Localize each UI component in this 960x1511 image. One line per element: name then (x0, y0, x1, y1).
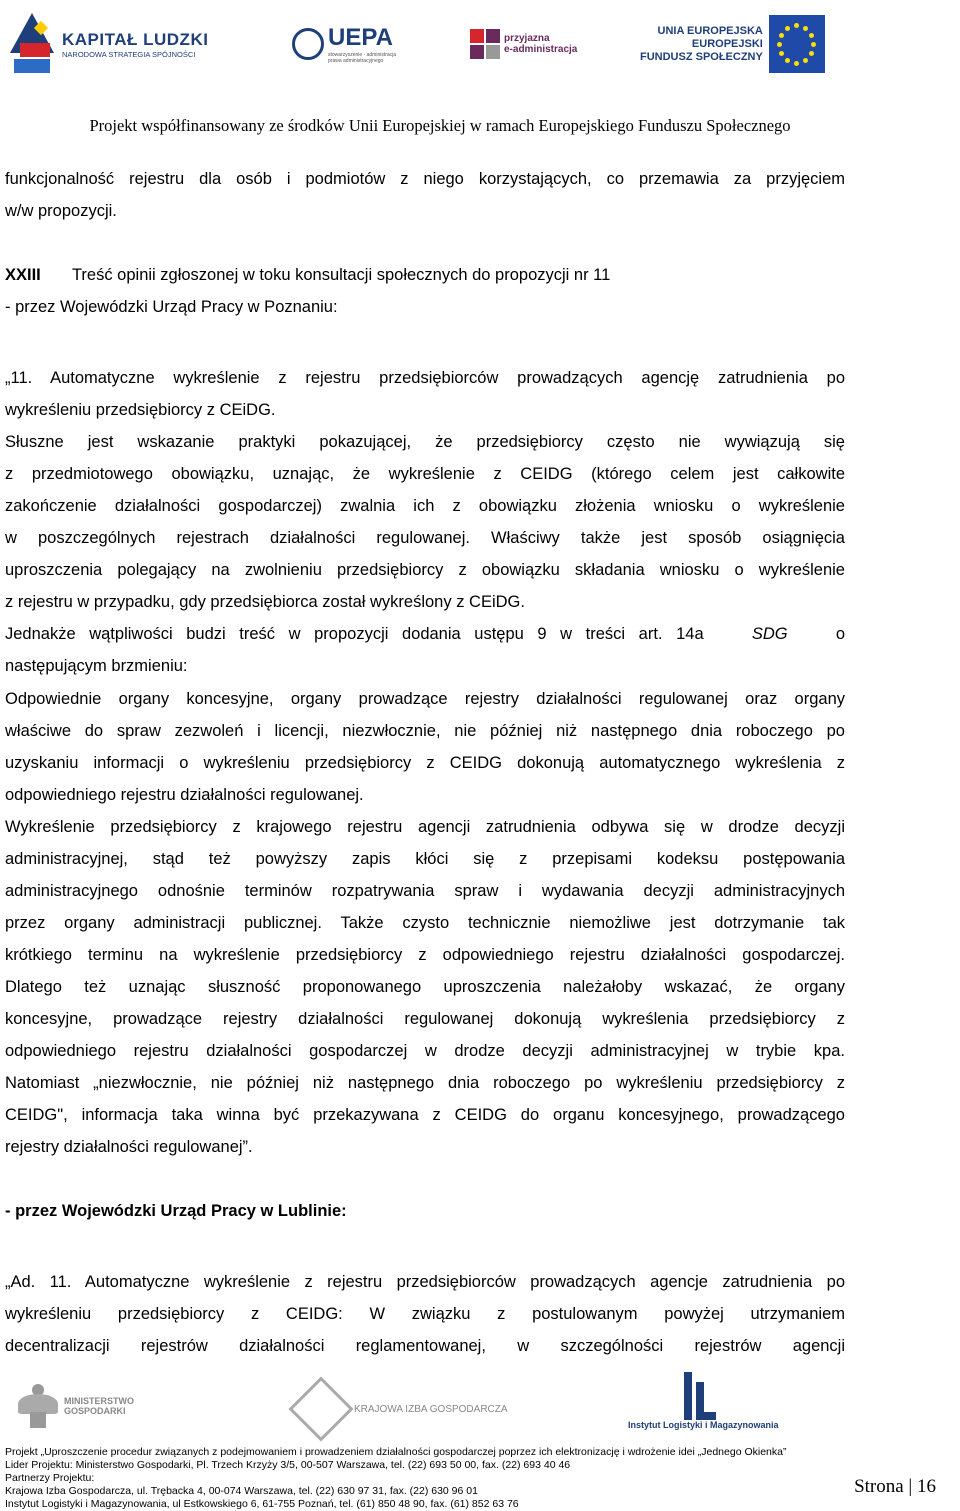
lublin-line-2: wykreśleniu przedsiębiorcy z CEIDG: W związku z postulowanym powyżej utrzymaniem (5, 1305, 845, 1323)
para2-line-2: administracyjnej, stąd też powyższy zapis kłóci się z przepisami kodeksu postępowania (5, 850, 845, 868)
citation-line-1: Odpowiednie organy koncesyjne, organy prowadzące rejestry działalności regulowanej oraz organy (5, 690, 845, 708)
eagle-icon (18, 1384, 58, 1428)
para2-line-1: Wykreślenie przedsiębiorcy z krajowego rejestru agencji zatrudnienia odbywa się w drodze decyzji (5, 818, 845, 836)
body-line-2: w/w propozycji. (5, 202, 117, 220)
section-number: XXIII (5, 266, 41, 284)
para2-line-9: Natomiast „niezwłocznie, nie później niż następnego dnia roboczego po wykreśleniu przedsiębiorcy z (5, 1074, 845, 1092)
section-heading (5, 259, 845, 291)
logo-kig (298, 1386, 508, 1432)
footer-partner-ilim: Instytut Logistyki i Magazynowania, ul Estkowskiego 6, 61-755 Poznań, tel. (61) 850 48 90, fax. (61) 852 63 76 (5, 1498, 519, 1510)
citation-line-2: właściwe do spraw zezwoleń i licencji, niezwłocznie, nie później niż następnego dnia roboczego po (5, 722, 845, 740)
para2-line-7: koncesyjne, prowadzące rejestry działalności regulowanej dokonują wykreślenia przedsiębiorcy z (5, 1010, 845, 1028)
logo-kapital-ludzki (10, 8, 208, 80)
citation-line-4: odpowiedniego rejestru działalności regulowanej. (5, 786, 364, 804)
pea-line-1: przyjazna (504, 33, 550, 44)
kapital-ludzki-title: KAPITAŁ LUDZKI (62, 29, 209, 49)
para-line-5: uproszczenia polegający na zwolnieniu przedsiębiorcy z obowiązku składania wniosku o wykreślenie (5, 561, 845, 579)
para-line-7-end: o (835, 625, 845, 643)
ilim-emblem-icon (680, 1372, 716, 1420)
footer-leader: Lider Projektu: Ministerstwo Gospodarki, Pl. Trzech Krzyży 3/5, 00-507 Warszawa, tel. (22) 693 50 00, fax. (22) 693 40 46 (5, 1459, 571, 1471)
kapital-ludzki-emblem-icon (10, 13, 54, 75)
subheading-lublin: - przez Wojewódzki Urząd Pracy w Lublinie: (5, 1202, 347, 1220)
ue-line-3: FUNDUSZ SPOŁECZNY (640, 50, 763, 63)
para-line-8: następującym brzmieniu: (5, 657, 188, 675)
ilim-name: Instytut Logistyki i Magazynowania (628, 1420, 779, 1430)
pea-line-2: e-administracja (504, 44, 578, 55)
body-line-1: funkcjonalność rejestru dla osób i podmiotów z niego korzystających, co przemawia za przyjęciem (5, 170, 845, 188)
logo-ilim (628, 1372, 779, 1430)
para-line-7-sdg: SDG (751, 625, 788, 643)
logo-uepa (292, 8, 398, 80)
para2-line-4: przez organy administracji publicznej. Także czysto technicznie niemożliwe jest dotrzymanie tak (5, 914, 845, 932)
logo-ministerstwo-gospodarki (18, 1384, 134, 1428)
ue-line-1: UNIA EUROPEJSKA (657, 24, 763, 37)
logo-przyjazna-e-administracja (470, 8, 577, 80)
para-line-4: w poszczególnych rejestrach działalności regulowanej. Właściwy także jest sposób osiągnięcia (5, 529, 845, 547)
footer-logos (0, 1372, 960, 1442)
para-line-3: zakończenie działalności gospodarczej) zwalnia ich z obowiązku złożenia wniosku o wykreślenie (5, 497, 845, 515)
cofinancing-note: Projekt współfinansowany ze środków Unii Europejskiej w ramach Europejskiego Funduszu Społecznego (89, 116, 791, 135)
citation-line-3: uzyskaniu informacji o wykreśleniu przedsiębiorcy z CEIDG dokonują automatycznego wykreślenia z (5, 754, 845, 772)
para2-line-10: CEIDG", informacja taka winna być przekazywana z CEIDG do organu koncesyjnego, prowadzącego (5, 1106, 845, 1124)
para-line-7-text: Jednakże wątpliwości budzi treść w propozycji dodania ustępu 9 w treści art. 14a (5, 625, 704, 643)
logo-unia-europejska (640, 8, 825, 80)
kig-emblem-icon (288, 1376, 353, 1441)
para-line-1: Słuszne jest wskazanie praktyki pokazującej, że przedsiębiorcy często nie wywiązują się (5, 433, 845, 451)
quote-line-2: wykreśleniu przedsiębiorcy z CEiDG. (5, 401, 276, 419)
kapital-ludzki-subtitle: NARODOWA STRATEGIA SPÓJNOŚCI (62, 49, 196, 59)
para-line-2: z przedmiotowego obowiązku, uznając, że wykreślenie z CEIDG (którego celem jest całkowite (5, 465, 845, 483)
para2-line-11: rejestry działalności regulowanej”. (5, 1138, 253, 1156)
ue-line-2: EUROPEJSKI (691, 37, 763, 50)
kig-name: KRAJOWA IZBA GOSPODARCZA (354, 1403, 508, 1415)
uepa-subtitle: stowarzyszenie - administracja prawa administracyjnego (328, 52, 397, 64)
para2-line-6: Dlatego też uznając słuszność proponowanego uproszczenia należałoby wskazać, że organy (5, 978, 845, 996)
page-number: Strona | 16 (854, 1476, 936, 1497)
uepa-globe-icon (292, 28, 324, 60)
para2-line-3: administracyjnego odnośnie terminów rozpatrywania spraw i wydawania decyzji administracyjnych (5, 882, 845, 900)
eu-flag-icon (769, 15, 825, 73)
footer-partner-kig: Krajowa Izba Gospodarcza, ul. Trębacka 4, 00-074 Warszawa, tel. (22) 630 97 31, fax. (22) 630 96 01 (5, 1485, 478, 1497)
subheading-poznan: - przez Wojewódzki Urząd Pracy w Poznaniu: (5, 298, 338, 316)
quote-line-1: „11. Automatyczne wykreślenie z rejestru przedsiębiorców prowadzących agencję zatrudnienia po (5, 369, 845, 387)
para2-line-8: odpowiedniego rejestru działalności gospodarczej w drodze decyzji administracyjnej w trybie kpa. (5, 1042, 845, 1060)
mg-line-2: GOSPODARKI (64, 1406, 126, 1416)
para-line-7 (5, 618, 845, 650)
footer-project: Projekt „Uproszczenie procedur związanych z podejmowaniem i prowadzeniem działalności gospodarczej poprzez ich elektronizację i wdrożenie idei „Jednego Okienka” (5, 1446, 787, 1458)
mg-line-1: MINISTERSTWO (64, 1396, 134, 1406)
lublin-line-3: decentralizacji rejestrów działalności reglamentowanej, w szczególności rejestrów agencji (5, 1337, 845, 1355)
footer-partners-label: Partnerzy Projektu: (5, 1472, 95, 1484)
lublin-line-1: „Ad. 11. Automatyczne wykreślenie z rejestru przedsiębiorców prowadzących agencje zatrudnienia po (5, 1273, 845, 1291)
uepa-title: UEPA (328, 24, 393, 51)
puzzle-icon (470, 29, 500, 59)
section-title: Treść opinii zgłoszonej w toku konsultacji społecznych do propozycji nr 11 (71, 266, 611, 284)
para-line-6: z rejestru w przypadku, gdy przedsiębiorca został wykreślony z CEiDG. (5, 593, 525, 611)
para2-line-5: krótkiego terminu na wykreślenie przedsiębiorcy z odpowiedniego rejestru działalności gospodarczej. (5, 946, 845, 964)
